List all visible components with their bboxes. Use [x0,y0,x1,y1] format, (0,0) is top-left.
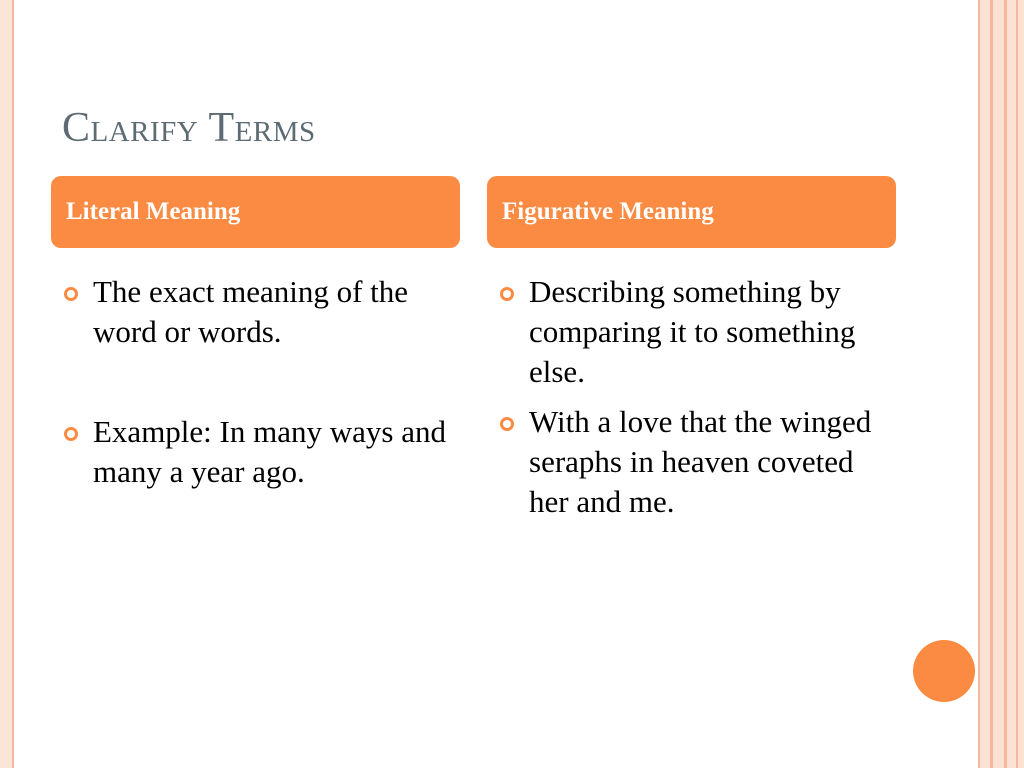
bullet-icon [64,427,78,441]
left-border-band [0,0,12,768]
right-border-line [1016,0,1018,768]
literal-meaning-header [51,176,460,248]
list-item [62,272,457,352]
figurative-meaning-header [487,176,896,248]
list-item [62,412,457,492]
bullet-icon [500,287,514,301]
bullet-text: Describing something by comparing it to something else. [529,274,856,389]
slide-title: Clarify Terms [62,105,316,151]
right-border-line [978,0,980,768]
list-item [498,272,893,392]
decorative-circle-icon [913,640,975,702]
list-item [498,402,893,522]
bullet-text: The exact meaning of the word or words. [93,274,409,349]
bullet-text: Example: In many ways and many a year ago. [93,414,446,489]
column-header-label: Literal Meaning [66,198,241,225]
right-border-line [990,0,993,768]
column-header-label: Figurative Meaning [502,198,714,225]
bullet-text: With a love that the winged seraphs in heaven coveted her and me. [529,404,872,519]
bullet-icon [500,417,514,431]
right-border-line [1004,0,1007,768]
bullet-icon [64,287,78,301]
figurative-meaning-list [498,272,893,522]
left-border-line [12,0,14,768]
literal-meaning-list [62,272,457,492]
